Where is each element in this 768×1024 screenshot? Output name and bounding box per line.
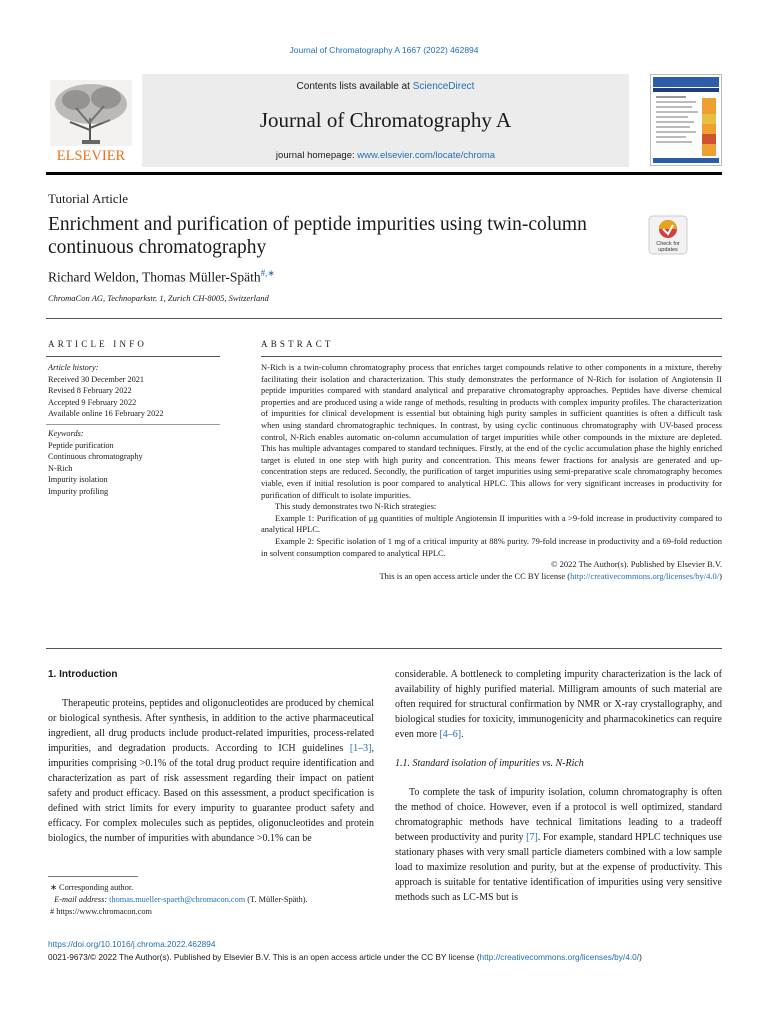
abstract-rule <box>261 356 722 357</box>
sciencedirect-link[interactable]: ScienceDirect <box>412 81 475 92</box>
footnote-mark: # <box>50 907 55 916</box>
license-suffix: ) <box>719 570 722 581</box>
journal-cover-thumbnail[interactable] <box>650 74 722 166</box>
check-for-updates-badge[interactable] <box>648 215 688 255</box>
history-received: Received 30 December 2021 <box>48 374 145 384</box>
body-text: . For example, standard HPLC techniques use stationary phases with very small particle diameters combined with a low sample load to maximize resolution and purity, but at the expense of productivity. This approach is suitable for tentative identification of impurities using very sensitive methods such as LC-MS but is <box>395 832 722 903</box>
license-prefix: This is an open access article under the CC BY license ( <box>379 570 571 581</box>
body-text: To complete the task of impurity isolation, column chromatography is often the method of choice. However, even if a protocol is well optimized, standard chromatographic methods have technical limitations leading to a tradeoff between productivity and purity <box>395 787 722 843</box>
journal-header-box <box>142 74 629 167</box>
cc-license-link[interactable]: http://creativecommons.org/licenses/by/4.0/ <box>570 570 720 581</box>
abstract-heading: ABSTRACT <box>261 339 334 349</box>
body-text: considerable. A bottleneck to completing impurity characterization is the lack of availability of highly purified material. Milligram amounts of such material are often required for structural confirmation by NMR or X-ray crystallography, and biological studies for toxicity, immunogenicity and pharmacokinetics can require even more <box>395 669 722 740</box>
svg-text:updates: updates <box>658 247 678 253</box>
body-paragraph <box>395 667 722 742</box>
intro-text: , impurities comprising >0.1% of the total drug product require identification and characterization as part of risk assessment regarding their impact on patient safety and product efficacy. Based on this assessment, a product specification is defined with strict limits for every impurity to guarantee product safety and efficacy. For complex molecules such as peptides, oligonucleotides and protein biologics, the number of impurities with abundance >0.1% can be <box>48 743 374 844</box>
doi-link[interactable] <box>48 939 215 949</box>
keywords <box>48 428 223 497</box>
abstract-license <box>261 571 722 583</box>
article-type: Tutorial Article <box>48 191 129 206</box>
footnote-email <box>48 894 378 906</box>
body-paragraph <box>395 785 722 905</box>
body-column-right <box>395 667 722 905</box>
citation-link[interactable]: [7] <box>526 832 538 843</box>
footnote-text: Corresponding author. <box>59 883 134 892</box>
article-info-rule <box>46 356 220 357</box>
footnote-corresponding <box>48 882 378 894</box>
homepage-line <box>142 150 629 161</box>
journal-title: Journal of Chromatography A <box>259 108 512 132</box>
svg-text:Check for: Check for <box>656 241 680 247</box>
author-footnote-marks[interactable]: #,∗ <box>260 268 275 278</box>
section-rule <box>46 318 722 319</box>
footnote-rule <box>48 876 138 877</box>
footnote-website <box>48 906 378 918</box>
author-list <box>48 268 275 286</box>
contents-prefix: Contents lists available at <box>296 81 410 92</box>
intro-heading: 1. Introduction <box>48 669 118 680</box>
keyword-item: Peptide purification <box>48 440 114 450</box>
keywords-rule <box>46 424 220 425</box>
doi-text[interactable]: https://doi.org/10.1016/j.chroma.2022.462894 <box>48 939 216 949</box>
issn-text: 0021-9673/© 2022 The Author(s). Published by Elsevier B.V. This is an open access article under the CC BY license ( <box>48 952 480 962</box>
intro-paragraph <box>48 696 374 846</box>
journal-cover-icon <box>650 74 722 166</box>
keywords-label: Keywords: <box>48 429 84 438</box>
intro-text: Therapeutic proteins, peptides and oligonucleotides are produced by chemical or biological synthesis. After synthesis, in addition to the active pharmaceutical ingredient, all drug products include product-related impurities, process-related impurities, and degradation products. According to ICH guidelines <box>48 698 374 754</box>
abstract-example-1: Example 1: Purification of μg quantities of multiple Angiotensin II impurities with a >9-fold increase in productivity compared to analytical HPLC. <box>261 512 722 535</box>
elsevier-tree-icon <box>46 78 136 164</box>
body-rule <box>46 648 722 649</box>
citation-link[interactable]: [1–3] <box>349 743 372 754</box>
running-head[interactable]: Journal of Chromatography A 1667 (2022) 462894 <box>289 45 479 55</box>
footer-license-link[interactable]: http://creativecommons.org/licenses/by/4.0/ <box>479 952 640 962</box>
abstract-copyright: © 2022 The Author(s). Published by Elsevier B.V. <box>551 559 722 570</box>
history-online: Available online 16 February 2022 <box>48 409 164 418</box>
author-weldon: Richard Weldon, <box>48 269 139 285</box>
elsevier-logo[interactable] <box>46 78 136 164</box>
keyword-item: Continuous chromatography <box>48 452 143 461</box>
history-revised: Revised 8 February 2022 <box>48 386 132 395</box>
abstract-paragraph: N-Rich is a twin-column chromatography process that enriches target compounds relative to other components in a mixture, thereby facilitating their isolation and characterization. This study demonstrates the performance of N-Rich for isolation of Angiotensin II peptide impurities compared with standard analytical and preparative chromatography approaches. Peptides have diverse chemical properties and are produced using a wide range of methods, resulting in products with complex impurity profiles. The characterization of impurities for clinical development is essential but obtaining high purity samples in sufficient quantities is often a difficult task when using standard chromatographic techniques. In contrast, by using cyclic continuous chromatography with UV-based process control, N-Rich enables automatic on-column accumulation of target impurities while other compounds in the mixture are depleted. This has multiple advantages compared to standard techniques. Firstly, at the end of the cyclic accumulation phase the highly enriched target is eluted in one step with high purity and concentration. This means fewer fractions for analysis are generated and up-concentration steps are reduced. Secondly, the purification of target impurities using semi-preparative scale chromatography becomes viable, even if initial resolution is poor compared to analytical HPLC. This allows for very significant increases in productivity for purification of difficult to isolate impurities. <box>261 362 722 500</box>
header-rule <box>46 172 722 175</box>
issn-suffix: ) <box>639 952 642 962</box>
author-muller-spath: Thomas Müller-Späth <box>142 269 261 285</box>
email-link[interactable]: thomas.mueller-spaeth@chromacon.com <box>109 895 246 904</box>
issn-license-line <box>48 952 642 962</box>
keyword-item: Impurity profiling <box>48 486 109 496</box>
contents-line <box>142 81 629 92</box>
article-info-heading: ARTICLE INFO <box>48 339 148 349</box>
body-text: . <box>461 729 464 740</box>
keyword-item: Impurity isolation <box>48 475 108 484</box>
keyword-item: N-Rich <box>48 463 73 473</box>
crossmark-icon <box>648 215 688 255</box>
history-label: Article history: <box>48 363 99 372</box>
citation-link[interactable]: [4–6] <box>439 729 462 740</box>
abstract-body <box>261 362 722 582</box>
elsevier-wordmark: ELSEVIER <box>56 148 126 164</box>
footnote-mark: ∗ <box>50 883 57 892</box>
email-suffix: (T. Müller-Späth). <box>247 895 308 904</box>
history-accepted: Accepted 9 February 2022 <box>48 397 137 407</box>
footnotes <box>48 882 378 918</box>
body-column-left <box>48 667 374 846</box>
homepage-link[interactable]: www.elsevier.com/locate/chroma <box>357 150 496 161</box>
subsection-heading: 1.1. Standard isolation of impurities vs. N-Rich <box>395 758 584 769</box>
website-text: https://www.chromacon.com <box>56 907 153 916</box>
email-label: E-mail address: <box>54 895 108 904</box>
article-title: Enrichment and purification of peptide impurities using twin-column continuous chromatography <box>48 214 587 258</box>
homepage-prefix: journal homepage: <box>275 150 355 161</box>
abstract-strategies: This study demonstrates two N-Rich strategies: <box>275 501 437 512</box>
affiliation: ChromaCon AG, Technoparkstr. 1, Zurich CH-8005, Switzerland <box>48 293 269 303</box>
article-history <box>48 362 223 420</box>
abstract-example-2: Example 2: Specific isolation of 1 mg of a critical impurity at 88% purity. 79-fold increase in productivity and a 69-fold reduction in solvent consumption compared to analytical HPLC. <box>261 535 722 558</box>
